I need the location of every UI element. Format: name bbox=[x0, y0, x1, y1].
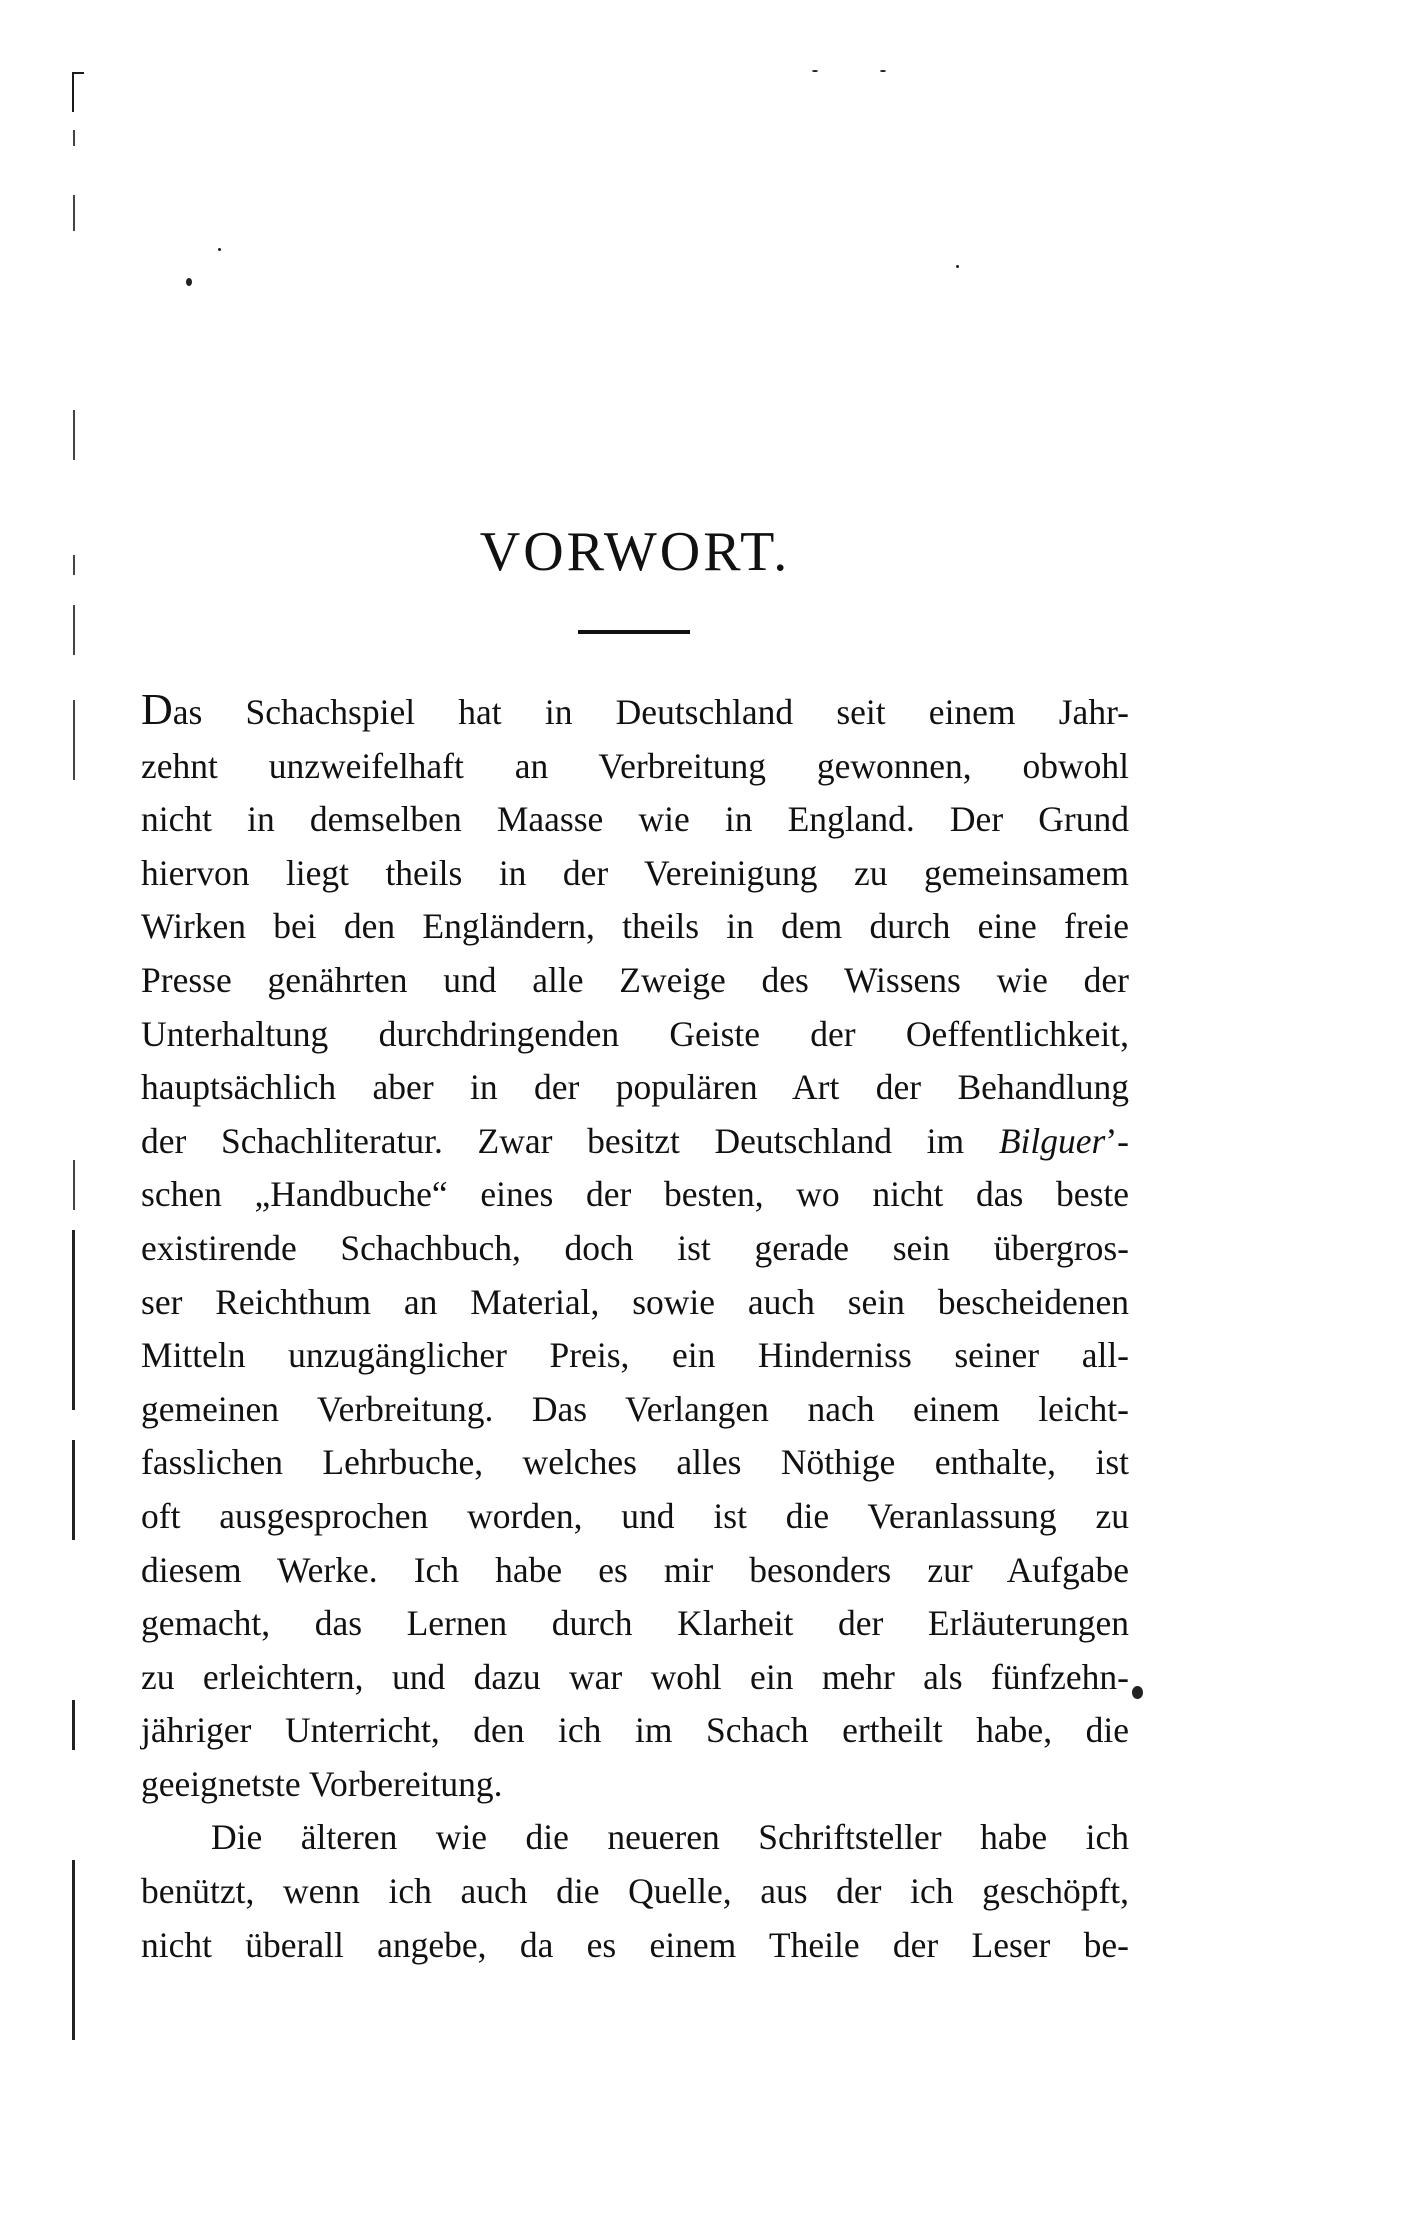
scan-edge-mark bbox=[73, 195, 75, 231]
text-line: zehnt unzweifelhaft an Verbreitung gewonnen, obwohl bbox=[141, 745, 1129, 786]
binding-shadow bbox=[72, 1440, 75, 1540]
text-line: fasslichen Lehrbuche, welches alles Nöthige enthalte, ist bbox=[141, 1442, 1129, 1483]
text-line: existirende Schachbuch, doch ist gerade sein übergros- bbox=[141, 1227, 1129, 1268]
text-line: Mitteln unzugänglicher Preis, ein Hinderniss seiner all- bbox=[141, 1335, 1129, 1376]
scan-corner-mark-vertical bbox=[72, 72, 74, 112]
ink-speck bbox=[812, 70, 818, 72]
ink-speck bbox=[186, 278, 192, 286]
text-line: oft ausgesprochen worden, und ist die Veranlassung zu bbox=[141, 1495, 1129, 1536]
text-line: hiervon liegt theils in der Vereinigung zu gemeinsamem bbox=[141, 852, 1129, 893]
page-title: VORWORT. bbox=[479, 521, 791, 583]
binding-shadow bbox=[72, 1230, 75, 1410]
initial-letter: D bbox=[141, 685, 173, 734]
ink-speck bbox=[956, 265, 959, 268]
binding-shadow bbox=[72, 1700, 75, 1750]
text-line-rest: as Schachspiel hat in Deutschland seit einem Jahr- bbox=[172, 692, 1129, 732]
text-line: ser Reichthum an Material, sowie auch sein bescheidenen bbox=[141, 1281, 1129, 1322]
scan-edge-mark bbox=[73, 700, 75, 780]
text-line: benützt, wenn ich auch die Quelle, aus der ich geschöpft, bbox=[141, 1871, 1129, 1912]
text-line bbox=[141, 686, 1129, 740]
text-line: Wirken bei den Engländern, theils in dem durch eine freie bbox=[141, 906, 1129, 947]
binding-shadow bbox=[72, 1860, 75, 2040]
ink-speck bbox=[880, 70, 886, 72]
text-line: nicht in demselben Maasse wie in England. Der Grund bbox=[141, 799, 1129, 840]
text-line: gemeinen Verbreitung. Das Verlangen nach einem leicht- bbox=[141, 1388, 1129, 1429]
scan-edge-mark bbox=[73, 605, 75, 655]
text-line: nicht überall angebe, da es einem Theile der Leser be- bbox=[141, 1924, 1129, 1965]
scan-edge-mark bbox=[73, 410, 75, 460]
text-line: zu erleichtern, und dazu war wohl ein mehr als fünfzehn- bbox=[141, 1656, 1129, 1697]
text-line-part: der Schachliteratur. Zwar besitzt Deutschland im bbox=[141, 1120, 999, 1161]
scan-edge-mark bbox=[73, 130, 75, 146]
text-line: diesem Werke. Ich habe es mir besonders zur Aufgabe bbox=[141, 1549, 1129, 1590]
text-line: Presse genährten und alle Zweige des Wissens wie der bbox=[141, 959, 1129, 1000]
scan-edge-mark bbox=[73, 1160, 75, 1210]
text-line: schen „Handbuche“ eines der besten, wo nicht das beste bbox=[141, 1174, 1129, 1215]
text-line: Die älteren wie die neueren Schriftsteller habe ich bbox=[211, 1817, 1129, 1858]
text-line: hauptsächlich aber in der populären Art der Behandlung bbox=[141, 1067, 1129, 1108]
body-text bbox=[141, 686, 1129, 1972]
text-line bbox=[141, 1115, 1129, 1169]
text-line: Unterhaltung durchdringenden Geiste der Oeffentlichkeit, bbox=[141, 1013, 1129, 1054]
text-line: gemacht, das Lernen durch Klarheit der Erläuterungen bbox=[141, 1603, 1129, 1644]
italic-name: Bilguer bbox=[998, 1120, 1106, 1161]
text-line-part: ’- bbox=[1105, 1120, 1129, 1161]
ink-speck bbox=[218, 248, 221, 251]
ink-blot bbox=[1132, 1686, 1143, 1699]
text-line: geeignetste Vorbereitung. bbox=[141, 1763, 503, 1804]
title-rule bbox=[578, 630, 690, 634]
text-line: jähriger Unterricht, den ich im Schach ertheilt habe, die bbox=[141, 1710, 1129, 1751]
